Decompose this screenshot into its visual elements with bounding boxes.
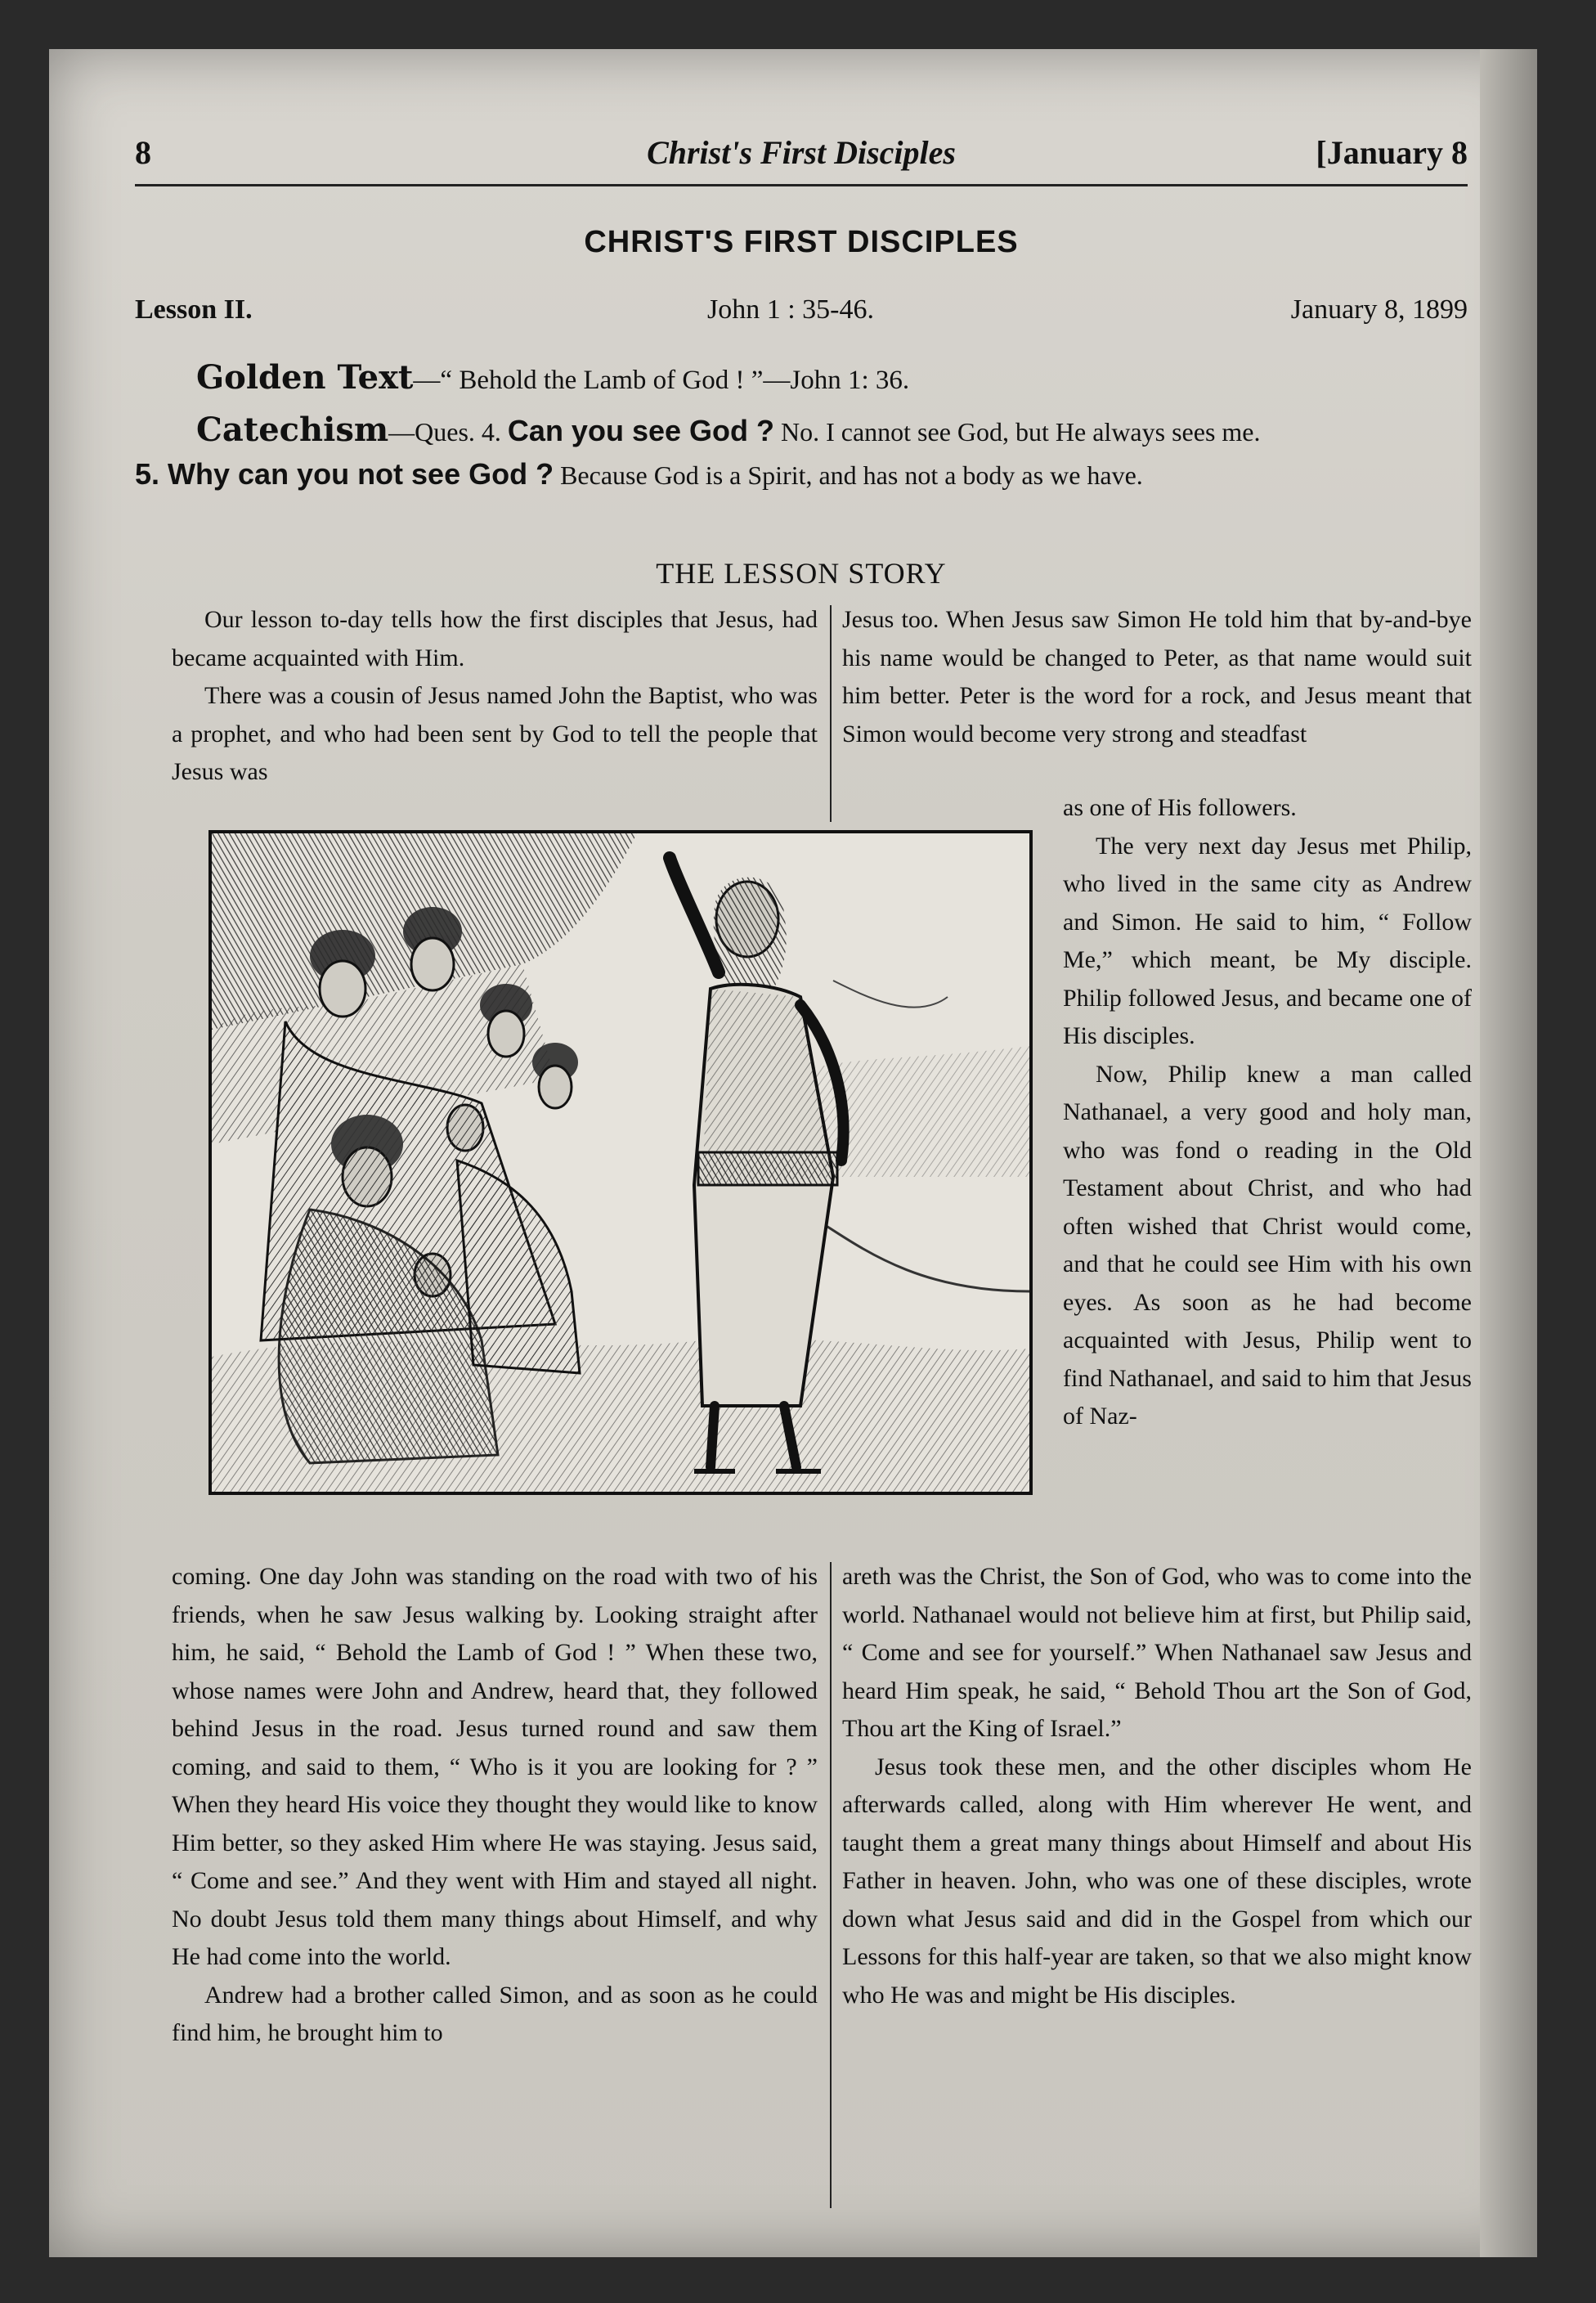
golden-text-label: Golden Text bbox=[196, 358, 414, 397]
story-column-left-bottom bbox=[172, 1558, 818, 2053]
story-column-left-top bbox=[172, 601, 818, 792]
question-5: Why can you not see God ? bbox=[168, 457, 554, 491]
story-paragraph: Jesus too. When Jesus saw Simon He told him that by-and-bye his name would be changed to Peter, as that name would suit him better. Peter is the word for a rock, and Jesus meant that Simon would become very strong and steadfast bbox=[842, 606, 1472, 747]
running-title: Christ's First Disciples bbox=[647, 134, 956, 171]
lesson-title: CHRIST'S FIRST DISCIPLES bbox=[584, 225, 1019, 259]
question-5-number: 5. bbox=[135, 457, 168, 491]
story-paragraph: There was a cousin of Jesus named John the Baptist, who was a prophet, and who had been sent by God to tell the people that Jesus was bbox=[172, 682, 818, 785]
story-paragraph: Our lesson to-day tells how the first disciples that Jesus, had became acquainted with Him. bbox=[172, 606, 818, 671]
running-date: [January 8 bbox=[1316, 134, 1468, 171]
story-column-right-bottom bbox=[842, 1558, 1472, 2014]
story-paragraph: coming. One day John was standing on the road with two of his friends, when he saw Jesus walking by. Looking straight after him, he said, “ Behold the Lamb of God ! ” When these two, whose names were John and Andrew, heard that, they followed behind Jesus in the road. Jesus turned round and saw them coming, and said to them, “ Who is it you are looking for ? ” When they heard His voice they thought they would like to know Him better, so they asked Him where He was staying. Jesus said, “ Come and see.” And they went with Him and stayed all night. No doubt Jesus told them many things about Himself, and why He had come into the world. bbox=[172, 1563, 818, 1970]
lesson-reference: John 1 : 35-46. bbox=[707, 294, 874, 325]
column-rule-bottom bbox=[830, 1562, 832, 2208]
book-spine bbox=[1480, 49, 1537, 2257]
question-4: Can you see God ? bbox=[507, 414, 774, 447]
answer-5: Because God is a Spirit, and has not a body as we have. bbox=[554, 460, 1143, 490]
lesson-number: Lesson II. bbox=[135, 294, 253, 325]
story-paragraph: as one of His followers. bbox=[1063, 794, 1297, 821]
answer-4: No. I cannot see God, but He always sees me. bbox=[773, 417, 1261, 447]
story-column-beside-illustration bbox=[1063, 789, 1472, 1436]
story-paragraph: Now, Philip knew a man called Nathanael, a very good and holy man, who was fond o reading in the Old Testament about Christ, and who had often wished that Christ would come, and that he could see Him with his own eyes. As soon as he had become acquainted with Jesus, Philip went to find Nathanael, and said to him that Jesus of Naz- bbox=[1063, 1060, 1472, 1430]
catechism-label: Catechism bbox=[196, 411, 389, 449]
story-paragraph: areth was the Christ, the Son of God, who was to come into the world. Nathanael would not believe him at first, but Philip said, “ Come and see for yourself.” When Nathanael saw Jesus and heard Him speak, he said, “ Behold Thou art the Son of God, Thou art the King of Israel.” bbox=[842, 1563, 1472, 1742]
running-head bbox=[135, 127, 1468, 186]
catechism-ques-prefix: —Ques. 4. bbox=[388, 417, 508, 447]
story-paragraph: Andrew had a brother called Simon, and as soon as he could find him, he brought him to bbox=[172, 1981, 818, 2046]
john-the-baptist-illustration bbox=[208, 830, 1033, 1495]
story-column-right-top bbox=[842, 601, 1472, 753]
page-number: 8 bbox=[135, 134, 151, 171]
lesson-info bbox=[135, 294, 1468, 335]
book-page bbox=[49, 49, 1537, 2257]
column-rule-top bbox=[830, 605, 832, 822]
engraving-drawing bbox=[212, 833, 1029, 1492]
story-paragraph: Jesus took these men, and the other disciples whom He afterwards called, along with Him wherever He went, and taught them a great many things about Himself and about His Father in heaven. John, who was one of these disciples, wrote down what Jesus said and did in the Gospel from which our Lessons for this half-year are taken, so that we also might know who He was and might be His disciples. bbox=[842, 1753, 1472, 2009]
story-heading: THE LESSON STORY bbox=[656, 557, 947, 590]
golden-text-body: —“ Behold the Lamb of God ! ”—John 1: 36. bbox=[413, 366, 910, 395]
story-paragraph: The very next day Jesus met Philip, who lived in the same city as Andrew and Simon. He said to him, “ Follow Me,” which meant, be My disciple. Philip followed Jesus, and became one of His disciples. bbox=[1063, 832, 1472, 1049]
golden-text bbox=[196, 358, 909, 397]
catechism bbox=[135, 409, 1476, 496]
lesson-date: January 8, 1899 bbox=[1290, 294, 1468, 325]
